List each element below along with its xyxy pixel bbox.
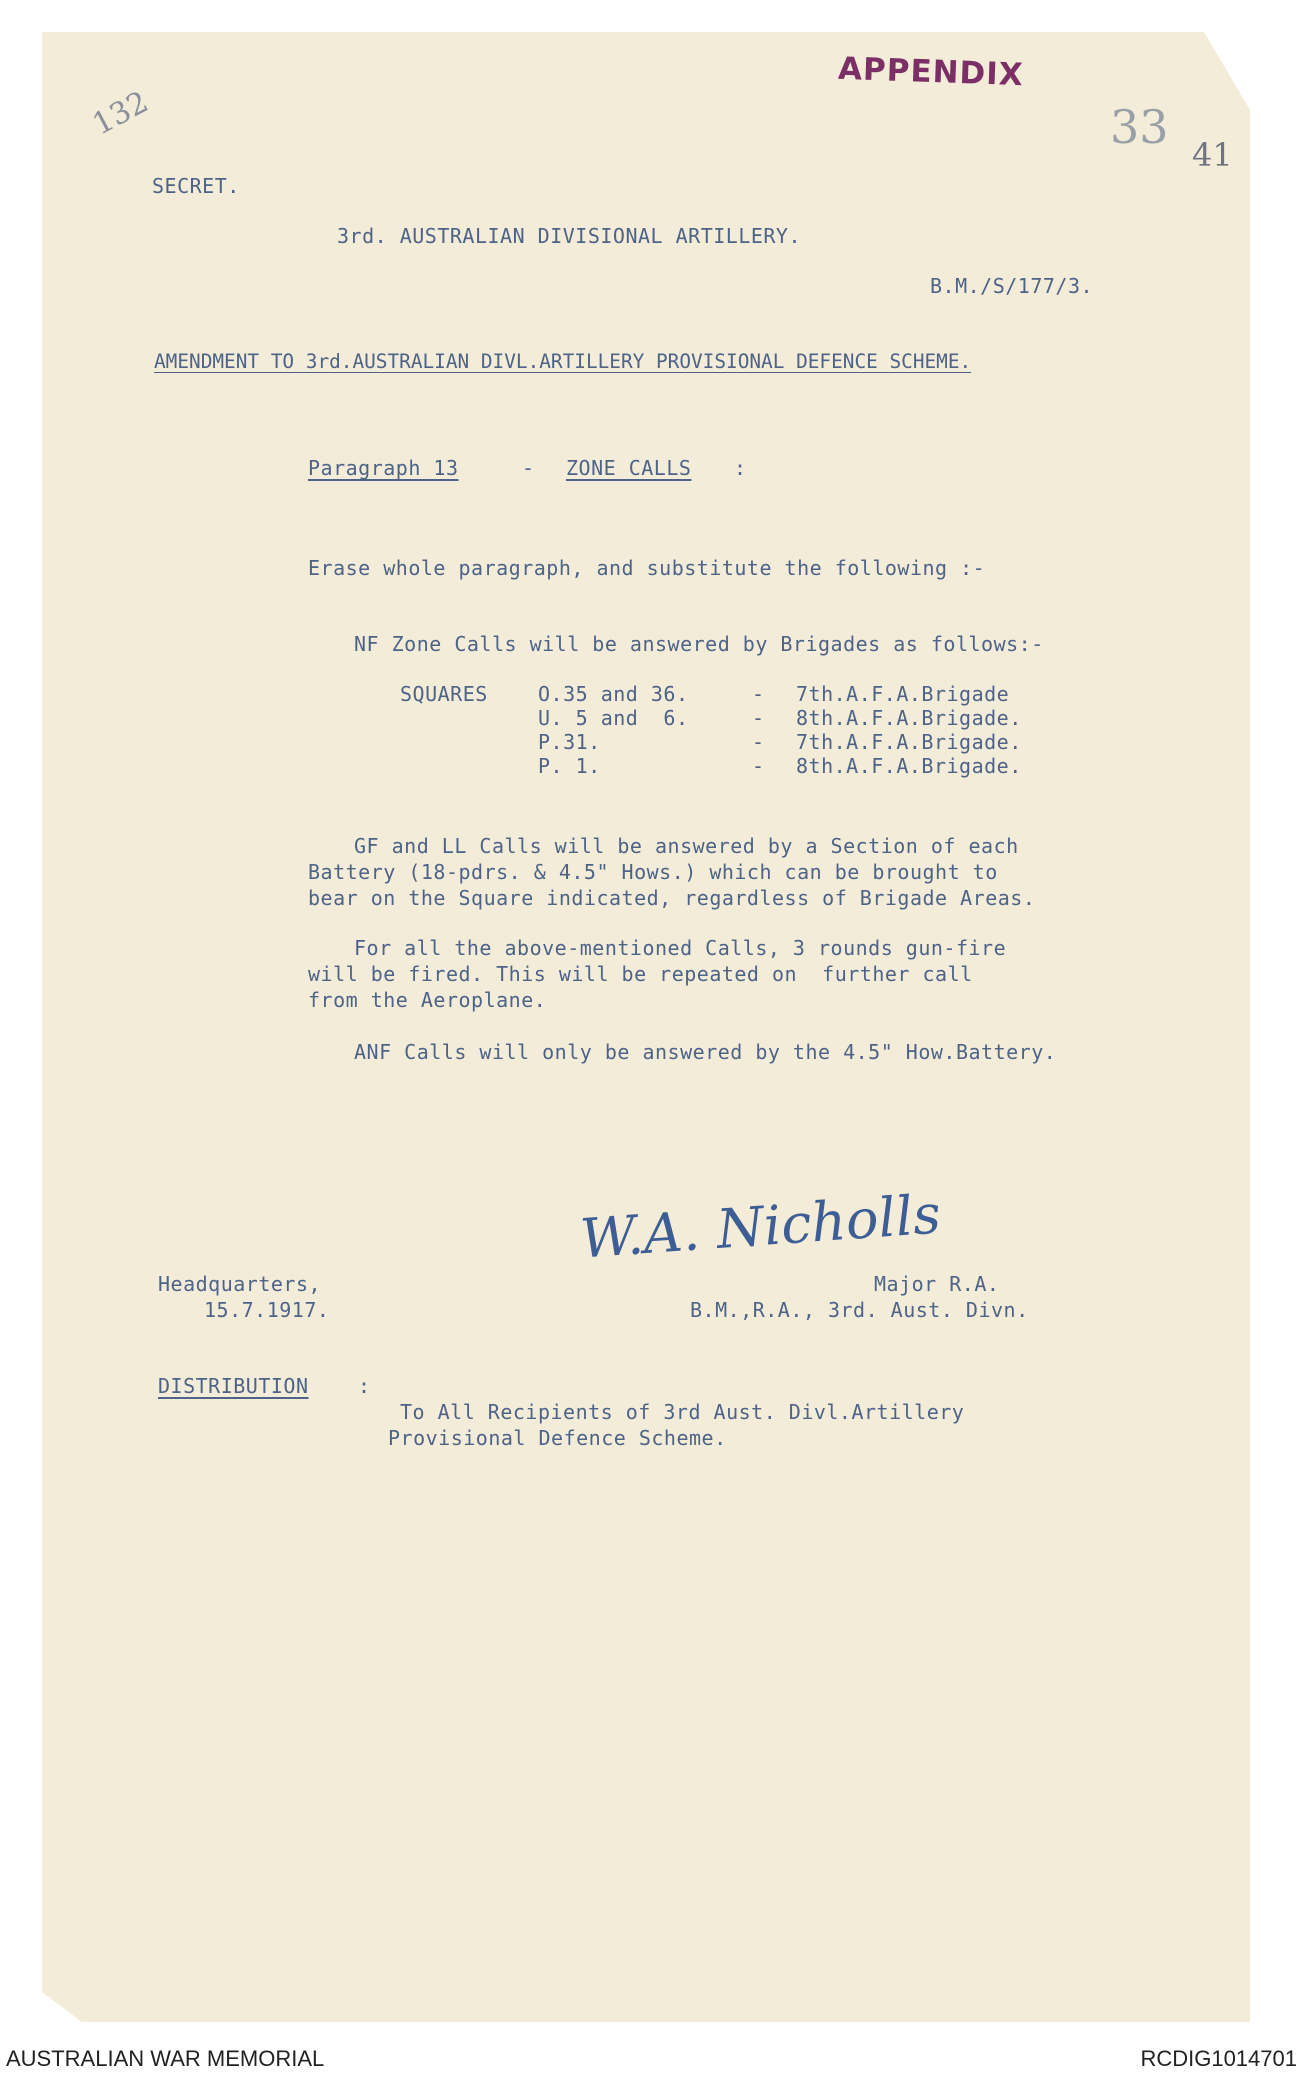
for-line-1: For all the above-mentioned Calls, 3 rounds gun-fire bbox=[354, 936, 1007, 960]
square-brigade: 7th.A.F.A.Brigade. bbox=[796, 730, 1022, 754]
square-brigade: 8th.A.F.A.Brigade. bbox=[796, 754, 1022, 778]
paragraph-dash: - bbox=[522, 456, 535, 480]
gf-line-2: Battery (18-pdrs. & 4.5" Hows.) which can be brought to bbox=[308, 860, 998, 884]
document-page bbox=[42, 32, 1250, 2022]
archive-caption-right: RCDIG1014701 bbox=[1140, 2046, 1297, 2071]
squares-label: SQUARES bbox=[400, 682, 488, 706]
classification: SECRET. bbox=[152, 174, 240, 198]
folio-number-left: 132 bbox=[87, 84, 155, 143]
signatory-position: B.M.,R.A., 3rd. Aust. Divn. bbox=[690, 1298, 1029, 1322]
for-line-2: will be fired. This will be repeated on further call bbox=[308, 962, 973, 986]
gf-line-1: GF and LL Calls will be answered by a Section of each bbox=[354, 834, 1019, 858]
square-brigade: 7th.A.F.A.Brigade bbox=[796, 682, 1010, 706]
headquarters-date: 15.7.1917. bbox=[204, 1298, 330, 1322]
folio-number-right-struck: 33 bbox=[1110, 100, 1169, 154]
document-title: AMENDMENT TO 3rd.AUSTRALIAN DIVL.ARTILLERY PROVISIONAL DEFENCE SCHEME. bbox=[154, 350, 972, 373]
instruction-line: Erase whole paragraph, and substitute the following :- bbox=[308, 556, 986, 580]
square-value: O.35 and 36. bbox=[538, 682, 689, 706]
distribution-label: DISTRIBUTION bbox=[158, 1374, 309, 1398]
square-value: P.31. bbox=[538, 730, 601, 754]
signatory-rank: Major R.A. bbox=[874, 1272, 1000, 1296]
distribution-line-2: Provisional Defence Scheme. bbox=[388, 1426, 727, 1450]
distribution-colon: : bbox=[358, 1374, 371, 1398]
square-dash: - bbox=[752, 754, 765, 778]
square-dash: - bbox=[752, 682, 765, 706]
for-line-3: from the Aeroplane. bbox=[308, 988, 547, 1012]
square-brigade: 8th.A.F.A.Brigade. bbox=[796, 706, 1022, 730]
distribution-line-1: To All Recipients of 3rd Aust. Divl.Artillery bbox=[400, 1400, 965, 1424]
square-dash: - bbox=[752, 730, 765, 754]
gf-line-3: bear on the Square indicated, regardless of Brigade Areas. bbox=[308, 886, 1036, 910]
square-value: U. 5 and 6. bbox=[538, 706, 689, 730]
appendix-stamp: APPENDIX bbox=[837, 50, 1025, 94]
signature: W.A. Nicholls bbox=[578, 1182, 943, 1271]
archive-caption-left: AUSTRALIAN WAR MEMORIAL bbox=[6, 2046, 325, 2071]
paragraph-label: Paragraph 13 bbox=[308, 456, 459, 480]
section-colon: : bbox=[734, 456, 747, 480]
square-value: P. 1. bbox=[538, 754, 601, 778]
reference-number: B.M./S/177/3. bbox=[930, 274, 1094, 298]
square-dash: - bbox=[752, 706, 765, 730]
section-title: ZONE CALLS bbox=[566, 456, 692, 480]
folio-number-right: 41 bbox=[1192, 136, 1233, 174]
nf-intro-line: NF Zone Calls will be answered by Brigades as follows:- bbox=[354, 632, 1044, 656]
headquarters-label: Headquarters, bbox=[158, 1272, 322, 1296]
anf-line: ANF Calls will only be answered by the 4.5" How.Battery. bbox=[354, 1040, 1057, 1064]
unit-name: 3rd. AUSTRALIAN DIVISIONAL ARTILLERY. bbox=[337, 224, 802, 248]
